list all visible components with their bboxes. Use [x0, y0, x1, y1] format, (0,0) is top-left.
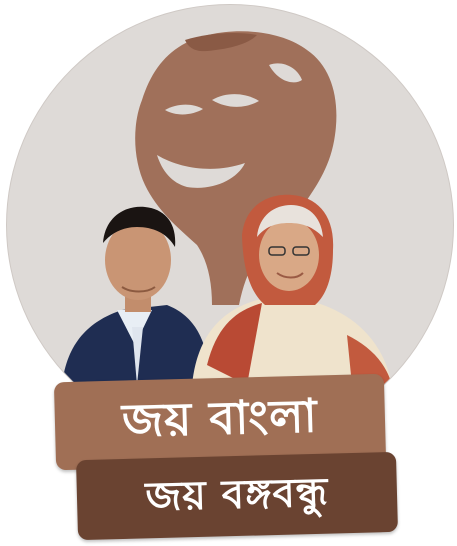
banner-joy-bangla: জয় বাংলা — [54, 374, 386, 471]
banner-joy-bangabandhu: জয় বঙ্গবন্ধু — [76, 452, 398, 540]
